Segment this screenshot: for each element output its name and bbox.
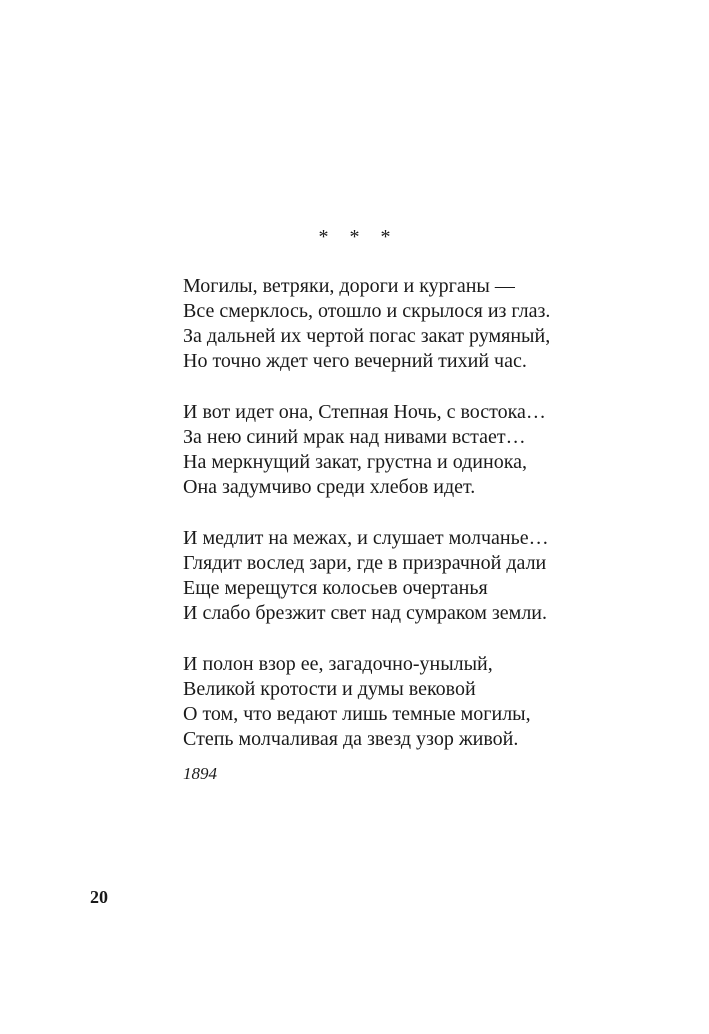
poem-line: Она задумчиво среди хлебов идет. <box>183 476 476 498</box>
poem-line: И полон взор ее, загадочно-унылый, <box>183 653 493 675</box>
page-number: 20 <box>90 887 108 907</box>
poem-year: 1894 <box>183 764 217 783</box>
stanza-1 <box>183 274 663 374</box>
poem <box>183 274 663 778</box>
section-ornament: * * * <box>318 226 399 248</box>
poem-line: Все смерклось, отошло и скрылося из глаз. <box>183 300 551 322</box>
poem-line: И медлит на межах, и слушает молчанье… <box>183 527 549 549</box>
stanza-2 <box>183 400 663 500</box>
poem-line: За дальней их чертой погас закат румяный, <box>183 325 551 347</box>
poem-line: Могилы, ветряки, дороги и курганы — <box>183 275 515 297</box>
poem-line: За нею синий мрак над нивами встает… <box>183 426 526 448</box>
poem-line: И слабо брезжит свет над сумраком земли. <box>183 602 548 624</box>
poem-line: Глядит вослед зари, где в призрачной дали <box>183 552 547 574</box>
poem-line: Но точно ждет чего вечерний тихий час. <box>183 350 527 372</box>
poem-line: На меркнущий закат, грустна и одинока, <box>183 451 528 473</box>
poem-line: Степь молчаливая да звезд узор живой. <box>183 728 519 750</box>
stanza-4 <box>183 652 663 752</box>
poem-line: О том, что ведают лишь темные могилы, <box>183 703 531 725</box>
poem-line: Еще мерещутся колосьев очертанья <box>183 577 488 599</box>
poem-line: И вот идет она, Степная Ночь, с востока… <box>183 401 546 423</box>
poem-line: Великой кротости и думы вековой <box>183 678 476 700</box>
stanza-3 <box>183 526 663 626</box>
